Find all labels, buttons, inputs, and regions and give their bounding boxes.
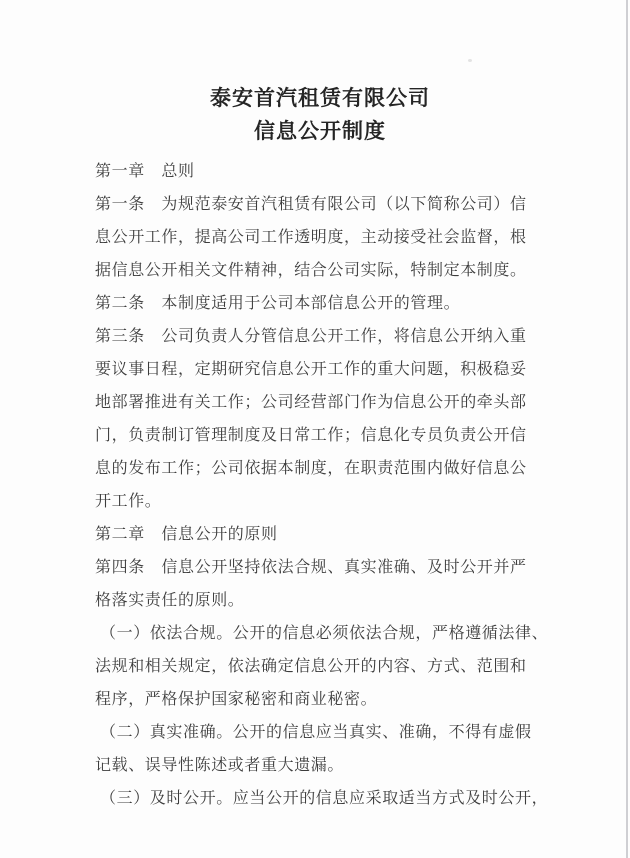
text-line: 第一条 为规范泰安首汽租赁有限公司（以下简称公司）信	[95, 196, 527, 213]
text-line: （三）及时公开。应当公开的信息应采取适当方式及时公开，	[100, 790, 549, 807]
text-line: 法规和相关规定，依法确定信息公开的内容、方式、范围和	[95, 658, 527, 675]
text-line: 据信息公开相关文件精神，结合公司实际，特制定本制度。	[95, 262, 527, 279]
text-line: 开工作。	[95, 493, 162, 510]
chapter-heading: 第二章 信息公开的原则	[95, 526, 278, 543]
text-line: 格落实责任的原则。	[95, 592, 245, 609]
text-line: 第三条 公司负责人分管信息公开工作，将信息公开纳入重	[95, 328, 527, 345]
text-line: 地部署推进有关工作；公司经营部门作为信息公开的牵头部	[95, 394, 527, 411]
text-line: 记载、误导性陈述或者重大遗漏。	[95, 757, 345, 774]
scan-edge-line	[626, 0, 628, 858]
text-line: 门，负责制订管理制度及日常工作；信息化专员负责公开信	[95, 427, 527, 444]
text-line: （二）真实准确。公开的信息应当真实、准确，不得有虚假	[100, 724, 532, 741]
text-line: 息公开工作，提高公司工作透明度，主动接受社会监督，根	[95, 229, 527, 246]
chapter-heading: 第一章 总则	[95, 163, 195, 180]
doc-title-company: 泰安首汽租赁有限公司	[210, 86, 430, 110]
document-page	[95, 82, 549, 815]
text-line: 程序，严格保护国家秘密和商业秘密。	[95, 691, 378, 708]
doc-title-subject: 信息公开制度	[254, 119, 386, 143]
text-line: 第四条 信息公开坚持依法合规、真实准确、及时公开并严	[95, 559, 527, 576]
text-line: （一）依法合规。公开的信息必须依法合规，严格遵循法律、	[100, 625, 549, 642]
document-body	[95, 155, 549, 815]
text-line: 第二条 本制度适用于公司本部信息公开的管理。	[95, 295, 461, 312]
text-line: 要议事日程，定期研究信息公开工作的重大问题，积极稳妥	[95, 361, 527, 378]
text-line: 息的发布工作；公司依据本制度，在职责范围内做好信息公	[95, 460, 527, 477]
scan-artifact-dot	[468, 59, 472, 62]
